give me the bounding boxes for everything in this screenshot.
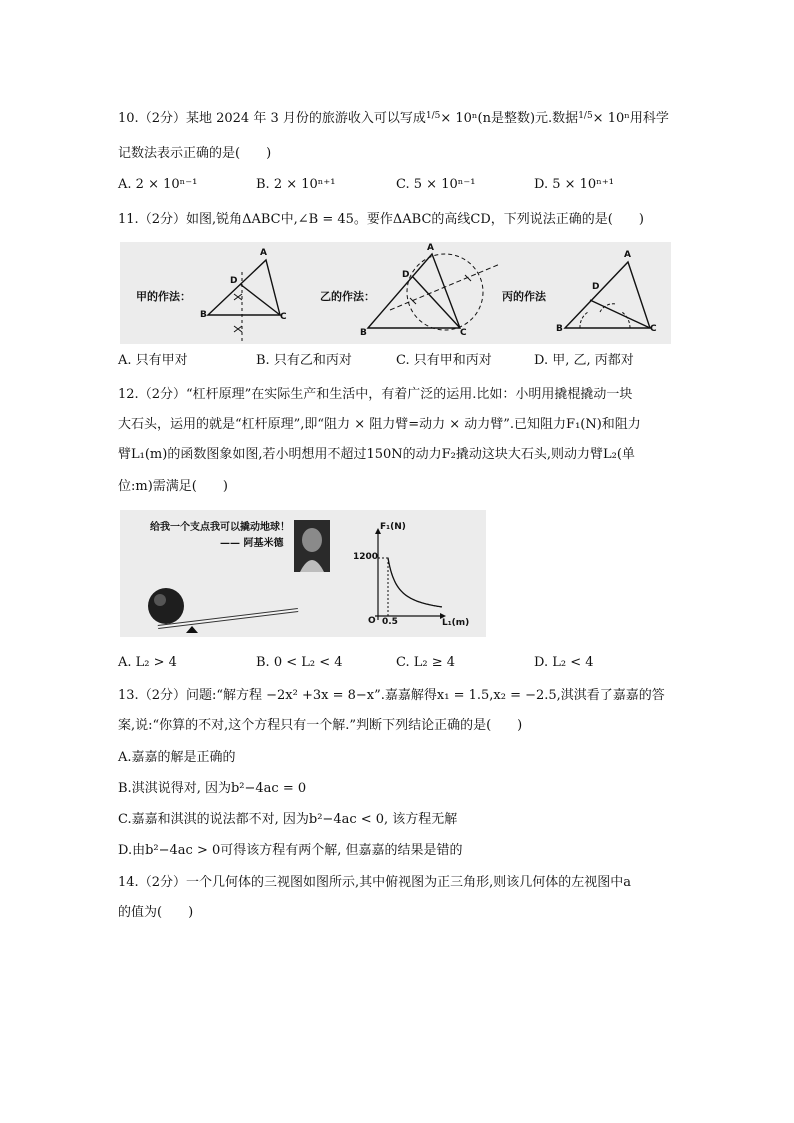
bing-point-a: A [624, 250, 631, 260]
curve-point-4 [417, 601, 418, 602]
q10-fraction: 1/5 [425, 111, 441, 121]
q10-text-a: 某地 2024 年 3 月份的旅游收入可以写成 [185, 111, 426, 126]
q14-line2: 的值为( ) [118, 905, 194, 920]
yi-triangle [368, 254, 500, 330]
y-tick-1200: 1200 [353, 552, 379, 562]
fulcrum [186, 626, 198, 633]
jia-triangle [208, 260, 280, 342]
bing-point-c: C [650, 324, 657, 334]
q11-figure-svg [120, 242, 671, 344]
q11-figure [120, 242, 671, 344]
q13-score: （2分） [138, 688, 186, 703]
q14-score: （2分） [138, 875, 186, 890]
q10-line2: 记数法表示正确的是( ) [118, 146, 272, 161]
x-axis-label: L₁(m) [442, 618, 470, 628]
q13-option-c[interactable]: C.嘉嘉和淇淇的说法都不对, 因为b²−4ac < 0, 该方程无解 [118, 812, 458, 827]
bing-point-d: D [592, 282, 600, 292]
q12-option-a[interactable]: A. L₂ > 4 [118, 655, 177, 670]
q10-text-c: × 10ⁿ用科学 [592, 111, 669, 126]
boulder [148, 588, 184, 624]
origin-label: O [368, 616, 376, 626]
hyperbola-curve [388, 558, 442, 607]
curve-point-1 [392, 577, 393, 578]
q12-number: 12. [118, 387, 139, 402]
q13-text-line1: 问题:“解方程 −2x² +3x = 8−x”.嘉嘉解得x₁ = 1.5,x₂ = −2.5,淇淇看了嘉嘉的答 [185, 688, 665, 703]
q10-fraction-2: 1/5 [578, 111, 593, 121]
q13-number: 13. [118, 688, 139, 703]
q11-line1 [118, 211, 644, 229]
q12-text-line1: “杠杆原理”在实际生产和生活中，有着广泛的运用.比如：小明用撬棍撬动一块 [185, 387, 633, 402]
jia-point-c: C [280, 312, 287, 322]
q14-number: 14. [118, 875, 139, 890]
q10-option-d[interactable]: D. 5 × 10ⁿ⁺¹ [534, 177, 614, 192]
q11-option-d[interactable]: D. 甲, 乙, 丙都对 [534, 353, 634, 368]
portrait-face [302, 528, 322, 552]
curve-point-0 [387, 557, 388, 558]
q10-option-a[interactable]: A. 2 × 10ⁿ⁻¹ [118, 177, 198, 192]
jia-point-d: D [230, 276, 238, 286]
q12-line1 [118, 386, 632, 404]
curve-point-3 [407, 596, 408, 597]
q13-line2: 案,说:“你算的不对,这个方程只有一个解.”判断下列结论正确的是( ) [118, 718, 523, 733]
q11-score: （2分） [138, 212, 186, 227]
y-axis-label: F₁(N) [380, 522, 406, 532]
bing-label: 丙的作法 [502, 290, 546, 303]
archimedes-author: —— 阿基米德 [220, 538, 284, 549]
boulder-highlight [154, 594, 166, 606]
x-tick-0-5: 0.5 [382, 617, 398, 627]
jia-point-a: A [260, 248, 267, 258]
q12-option-d[interactable]: D. L₂ < 4 [534, 655, 594, 670]
q12-figure [120, 510, 486, 637]
q10-score: （2分） [138, 111, 186, 126]
q10-option-b[interactable]: B. 2 × 10ⁿ⁺¹ [256, 177, 336, 192]
q10-text-b: × 10ⁿ(n是整数)元.数据 [440, 111, 579, 126]
q12-option-c[interactable]: C. L₂ ≥ 4 [396, 655, 456, 670]
q10-number: 10. [118, 111, 139, 126]
yi-point-d: D [402, 270, 410, 280]
bing-triangle [565, 262, 650, 328]
q11-option-a[interactable]: A. 只有甲对 [118, 353, 188, 368]
yi-label: 乙的作法： [320, 290, 375, 303]
curve-point-5 [427, 604, 428, 605]
q12-line3: 臂L₁(m)的函数图象如图,若小明想用不超过150N的动力F₂撬动这块大石头,则动力臂L₂(单 [118, 447, 635, 462]
curve-point-2 [397, 586, 398, 587]
yi-point-a: A [427, 243, 434, 253]
q12-option-b[interactable]: B. 0 < L₂ < 4 [256, 655, 343, 670]
q12-line2: 大石头，运用的就是“杠杆原理”,即“阻力 × 阻力臂=动力 × 动力臂”.已知阻力F₁(N)和阻力 [118, 417, 641, 432]
bing-point-b: B [556, 324, 563, 334]
jia-label: 甲的作法： [136, 290, 191, 303]
q11-text: 如图,锐角ΔABC中,∠B = 45。要作ΔABC的高线CD，下列说法正确的是( ) [185, 212, 644, 227]
jia-point-b: B [200, 310, 207, 320]
q11-number: 11. [118, 212, 139, 227]
yi-point-c: C [460, 328, 467, 338]
q12-score: （2分） [138, 387, 186, 402]
q13-line1 [118, 687, 665, 705]
archimedes-quote: 给我一个支点我可以撬动地球！ [150, 522, 290, 533]
q12-line4: 位:m)需满足( ) [118, 479, 228, 494]
q10-line1 [118, 107, 669, 128]
q10-option-c[interactable]: C. 5 × 10ⁿ⁻¹ [396, 177, 476, 192]
q11-option-b[interactable]: B. 只有乙和丙对 [256, 353, 352, 368]
q14-text-line1: 一个几何体的三视图如图所示,其中俯视图为正三角形,则该几何体的左视图中a [185, 875, 631, 890]
q13-option-b[interactable]: B.淇淇说得对, 因为b²−4ac = 0 [118, 781, 307, 796]
q13-option-a[interactable]: A.嘉嘉的解是正确的 [118, 750, 236, 765]
q14-line1 [118, 874, 631, 892]
q13-option-d[interactable]: D.由b²−4ac > 0可得该方程有两个解, 但嘉嘉的结果是错的 [118, 843, 463, 858]
q11-option-c[interactable]: C. 只有甲和丙对 [396, 353, 492, 368]
yi-point-b: B [360, 328, 367, 338]
